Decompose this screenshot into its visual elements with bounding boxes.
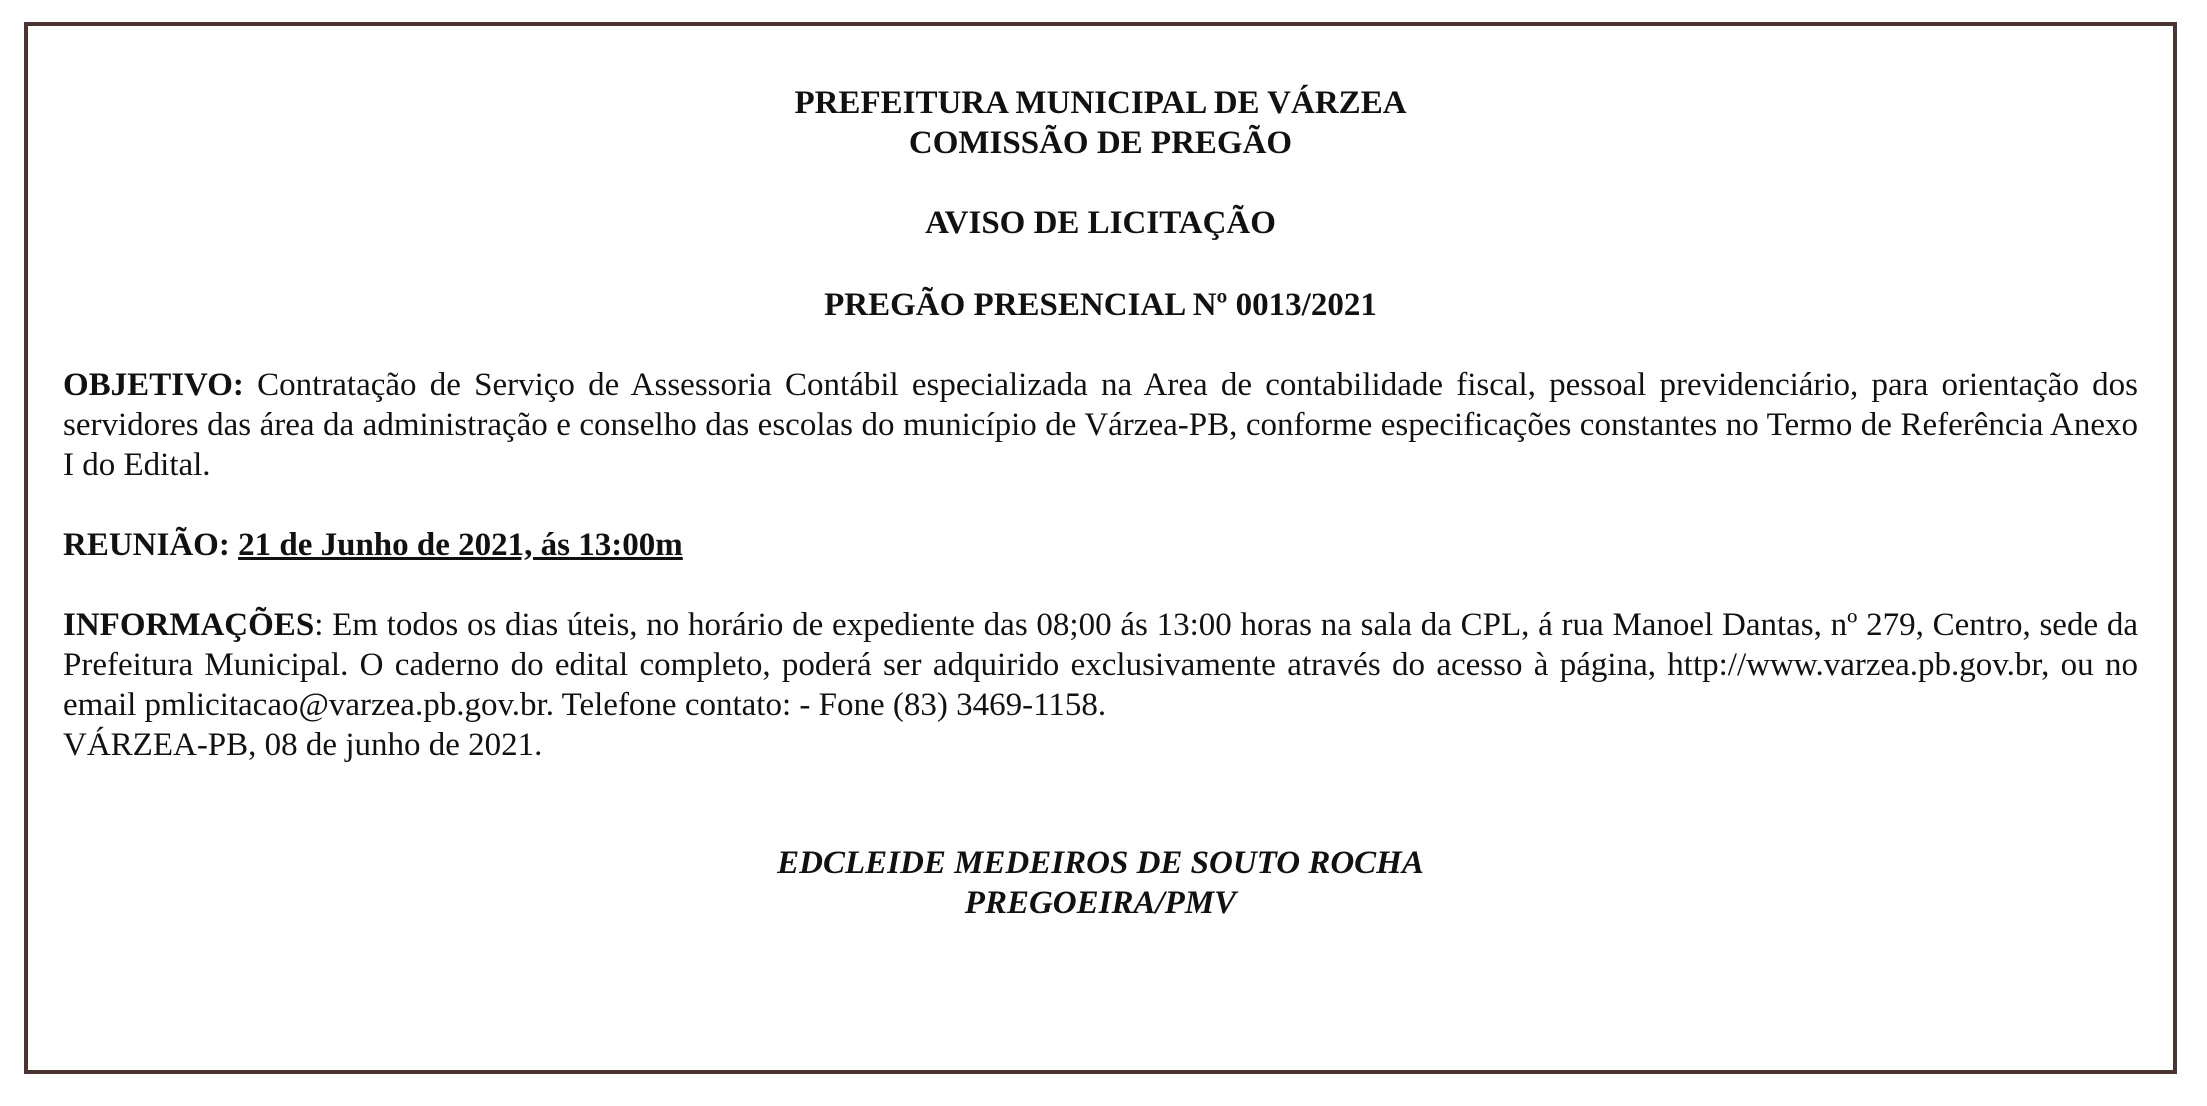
pregao-title: PREGÃO PRESENCIAL Nº 0013/2021 [824, 287, 1377, 323]
place-date: VÁRZEA-PB, 08 de junho de 2021. [63, 727, 543, 763]
reuniao-date: 21 de Junho de 2021, ás 13:00m [238, 527, 683, 563]
informacoes-label: INFORMAÇÕES [63, 607, 315, 643]
objetivo-label: OBJETIVO: [63, 367, 244, 403]
header-institution: PREFEITURA MUNICIPAL DE VÁRZEA [794, 85, 1407, 121]
header [63, 83, 2138, 163]
notice-title: AVISO DE LICITAÇÃO [925, 205, 1276, 241]
header-commission: COMISSÃO DE PREGÃO [908, 125, 1293, 161]
informacoes-paragraph [63, 605, 2138, 765]
reuniao-label: REUNIÃO: [63, 527, 230, 563]
informacoes-text: : Em todos os dias úteis, no horário de expediente das 08;00 ás 13:00 horas na sala da CPL, á rua Manoel Dantas, nº 279, Centro, sede da Prefeitura Municipal. O caderno do edital completo, poderá ser adquirido exclusivamente através do acesso à página, http://www.varzea.pb.gov.br, ou no email pmlicitacao@varzea.pb.gov.br. Telefone contato: - Fone (83) 3469-1158. [63, 607, 2138, 723]
reuniao-paragraph [63, 525, 2138, 565]
signature-name: EDCLEIDE MEDEIROS DE SOUTO ROCHA [777, 845, 1424, 881]
notice-frame [24, 22, 2177, 1074]
signature-role: PREGOEIRA/PMV [964, 885, 1237, 921]
signature-block [63, 843, 2138, 923]
notice-content [63, 83, 2138, 956]
objetivo-text: Contratação de Serviço de Assessoria Contábil especializada na Area de contabilidade fiscal, pessoal previdenciário, para orientação dos servidores das área da administração e conselho das escolas do município de Várzea-PB, conforme especificações constantes no Termo de Referência Anexo I do Edital. [63, 367, 2138, 483]
objetivo-paragraph [63, 365, 2138, 485]
